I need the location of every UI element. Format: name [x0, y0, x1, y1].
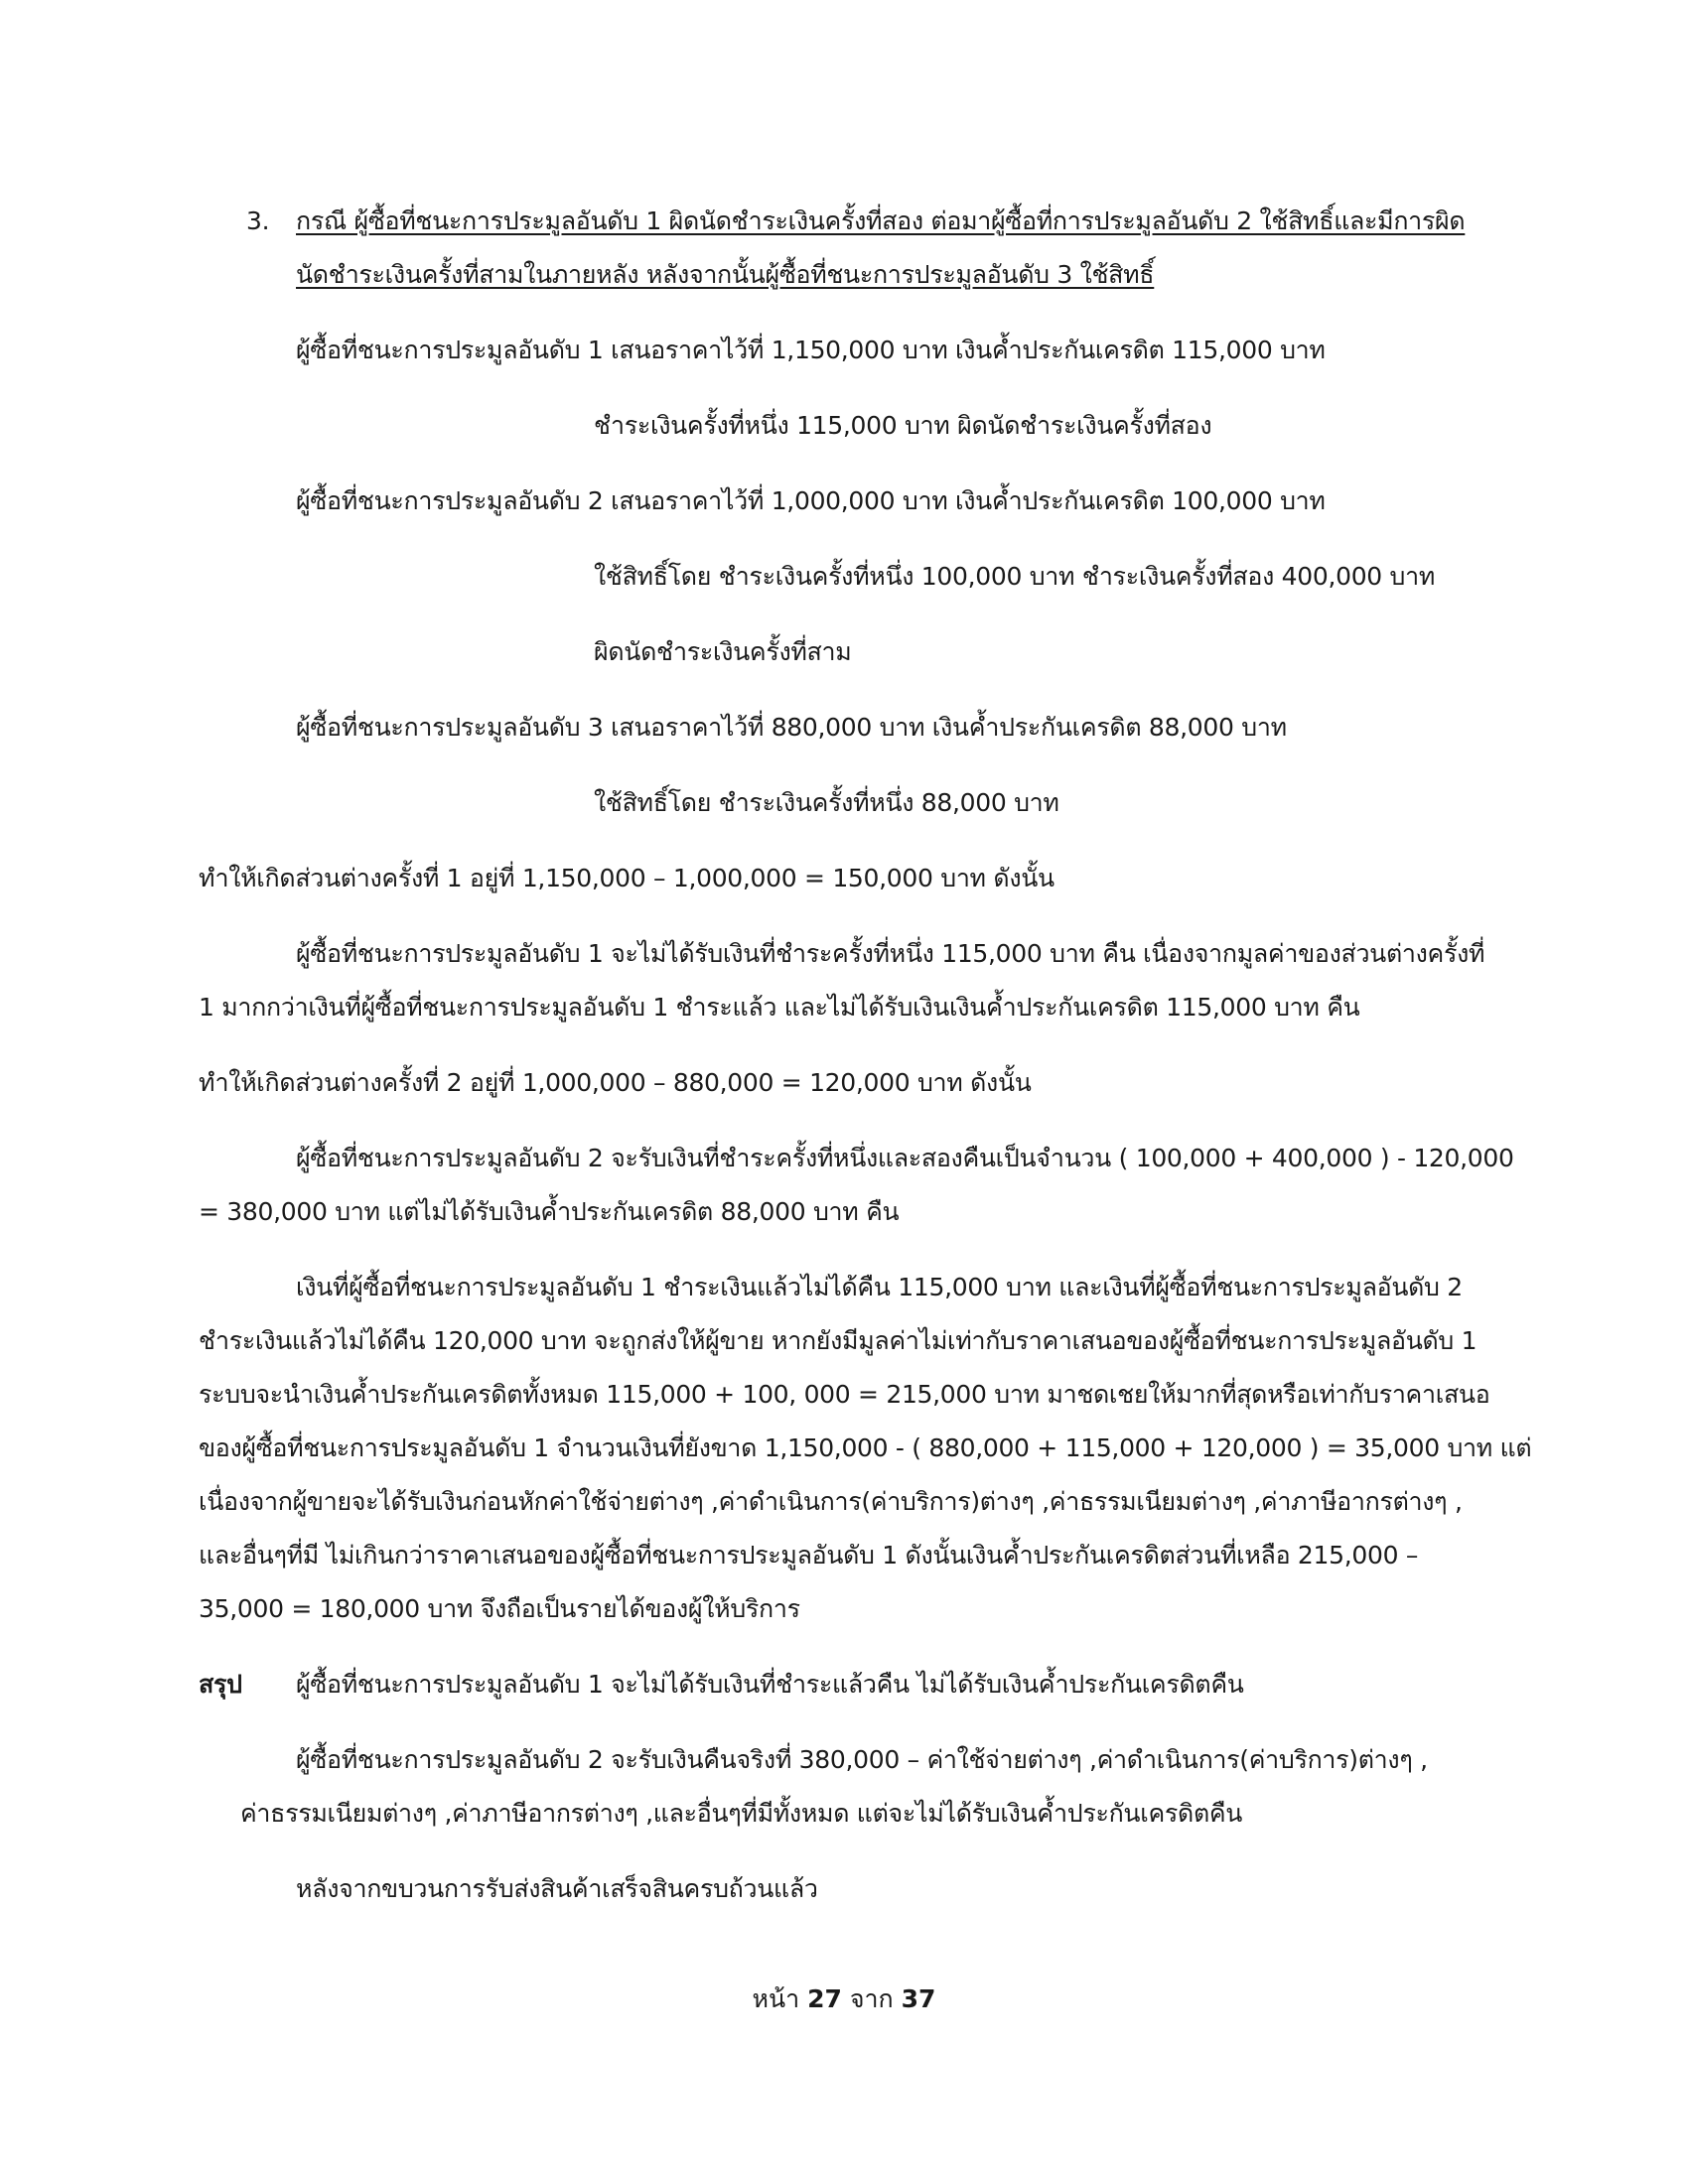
page-footer: [0, 1982, 1688, 2016]
buyer-2-payment: ใช้สิทธิ์โดย ชำระเงินครั้งที่หนึ่ง 100,000 บาท ชำระเงินครั้งที่สอง 400,000 บาท: [594, 562, 1436, 591]
summary-closing: หลังจากขบวนการรับส่งสินค้าเสร็จสินครบถ้วนแล้ว: [296, 1874, 818, 1903]
buyer-1-payment: ชำระเงินครั้งที่หนึ่ง 115,000 บาท ผิดนัดชำระเงินครั้งที่สอง: [594, 411, 1212, 440]
paragraph-3-line-4: ของผู้ซื้อที่ชนะการประมูลอันดับ 1 จำนวนเงินที่ยังขาด 1,150,000 - ( 880,000 + 115,000 + 120,000 ) = 35,000 บาท แต่: [199, 1433, 1532, 1462]
paragraph-3-line-7: 35,000 = 180,000 บาท จึงถือเป็นรายได้ของผู้ให้บริการ: [199, 1594, 800, 1623]
paragraph-3-line-5: เนื่องจากผู้ขายจะได้รับเงินก่อนหักค่าใช้จ่ายต่างๆ ,ค่าดำเนินการ(ค่าบริการ)ต่างๆ ,ค่าธรรมเนียมต่างๆ ,ค่าภาษีอากรต่างๆ ,: [199, 1487, 1463, 1516]
summary-buyer-1: ผู้ซื้อที่ชนะการประมูลอันดับ 1 จะไม่ได้รับเงินที่ชำระแล้วคืน ไม่ได้รับเงินค้ำประกันเครดิตคืน: [296, 1670, 1244, 1699]
footer-total-pages: 37: [901, 1984, 936, 2013]
summary-label: สรุป: [199, 1670, 242, 1699]
section-heading-line-1: กรณี ผู้ซื้อที่ชนะการประมูลอันดับ 1 ผิดนัดชำระเงินครั้งที่สอง ต่อมาผู้ซื้อที่การประมูลอันดับ 2 ใช้สิทธิ์และมีการผิด: [296, 206, 1466, 235]
buyer-3-offer: ผู้ซื้อที่ชนะการประมูลอันดับ 3 เสนอราคาไว้ที่ 880,000 บาท เงินค้ำประกันเครดิต 88,000 บาท: [296, 713, 1287, 742]
buyer-2-default: ผิดนัดชำระเงินครั้งที่สาม: [594, 637, 852, 666]
difference-2: ทำให้เกิดส่วนต่างครั้งที่ 2 อยู่ที่ 1,000,000 – 880,000 = 120,000 บาท ดังนั้น: [199, 1068, 1032, 1097]
buyer-1-offer: ผู้ซื้อที่ชนะการประมูลอันดับ 1 เสนอราคาไว้ที่ 1,150,000 บาท เงินค้ำประกันเครดิต 115,000 บาท: [296, 336, 1326, 364]
paragraph-2-line-2: = 380,000 บาท แต่ไม่ได้รับเงินค้ำประกันเครดิต 88,000 บาท คืน: [199, 1197, 900, 1226]
paragraph-1-line-2: 1 มากกว่าเงินที่ผู้ซื้อที่ชนะการประมูลอันดับ 1 ชำระแล้ว และไม่ได้รับเงินเงินค้ำประกันเครดิต 115,000 บาท คืน: [199, 993, 1360, 1022]
buyer-2-offer: ผู้ซื้อที่ชนะการประมูลอันดับ 2 เสนอราคาไว้ที่ 1,000,000 บาท เงินค้ำประกันเครดิต 100,000 บาท: [296, 486, 1326, 515]
summary-buyer-2-line-2: ค่าธรรมเนียมต่างๆ ,ค่าภาษีอากรต่างๆ ,และอื่นๆที่มีทั้งหมด แต่จะไม่ได้รับเงินค้ำประกันเครดิตคืน: [240, 1799, 1243, 1828]
paragraph-1-line-1: ผู้ซื้อที่ชนะการประมูลอันดับ 1 จะไม่ได้รับเงินที่ชำระครั้งที่หนึ่ง 115,000 บาท คืน เนื่องจากมูลค่าของส่วนต่างครั้งที่: [296, 939, 1485, 968]
buyer-3-payment: ใช้สิทธิ์โดย ชำระเงินครั้งที่หนึ่ง 88,000 บาท: [594, 788, 1059, 817]
section-number: 3.: [246, 206, 270, 235]
summary-buyer-2-line-1: ผู้ซื้อที่ชนะการประมูลอันดับ 2 จะรับเงินคืนจริงที่ 380,000 – ค่าใช้จ่ายต่างๆ ,ค่าดำเนินการ(ค่าบริการ)ต่างๆ ,: [296, 1745, 1428, 1774]
difference-1: ทำให้เกิดส่วนต่างครั้งที่ 1 อยู่ที่ 1,150,000 – 1,000,000 = 150,000 บาท ดังนั้น: [199, 864, 1055, 892]
paragraph-3-line-1: เงินที่ผู้ซื้อที่ชนะการประมูลอันดับ 1 ชำระเงินแล้วไม่ได้คืน 115,000 บาท และเงินที่ผู้ซื้อที่ชนะการประมูลอันดับ 2: [296, 1273, 1463, 1301]
paragraph-3-line-3: ระบบจะนำเงินค้ำประกันเครดิตทั้งหมด 115,000 + 100, 000 = 215,000 บาท มาชดเชยให้มากที่สุดหรือเท่ากับราคาเสนอ: [199, 1380, 1490, 1409]
paragraph-2-line-1: ผู้ซื้อที่ชนะการประมูลอันดับ 2 จะรับเงินที่ชำระครั้งที่หนึ่งและสองคืนเป็นจำนวน ( 100,000 + 400,000 ) - 120,000: [296, 1144, 1514, 1172]
footer-of: จาก: [849, 1984, 894, 2013]
paragraph-3-line-2: ชำระเงินแล้วไม่ได้คืน 120,000 บาท จะถูกส่งให้ผู้ขาย หากยังมีมูลค่าไม่เท่ากับราคาเสนอของผู้ซื้อที่ชนะการประมูลอันดับ 1: [199, 1326, 1477, 1355]
paragraph-3-line-6: และอื่นๆที่มี ไม่เกินกว่าราคาเสนอของผู้ซื้อที่ชนะการประมูลอันดับ 1 ดังนั้นเงินค้ำประกันเครดิตส่วนที่เหลือ 215,000 –: [199, 1541, 1419, 1570]
section-heading-line-2: นัดชำระเงินครั้งที่สามในภายหลัง หลังจากนั้นผู้ซื้อที่ชนะการประมูลอันดับ 3 ใช้สิทธิ์: [296, 260, 1155, 289]
footer-prefix: หน้า: [752, 1984, 800, 2013]
footer-page-number: 27: [807, 1984, 842, 2013]
